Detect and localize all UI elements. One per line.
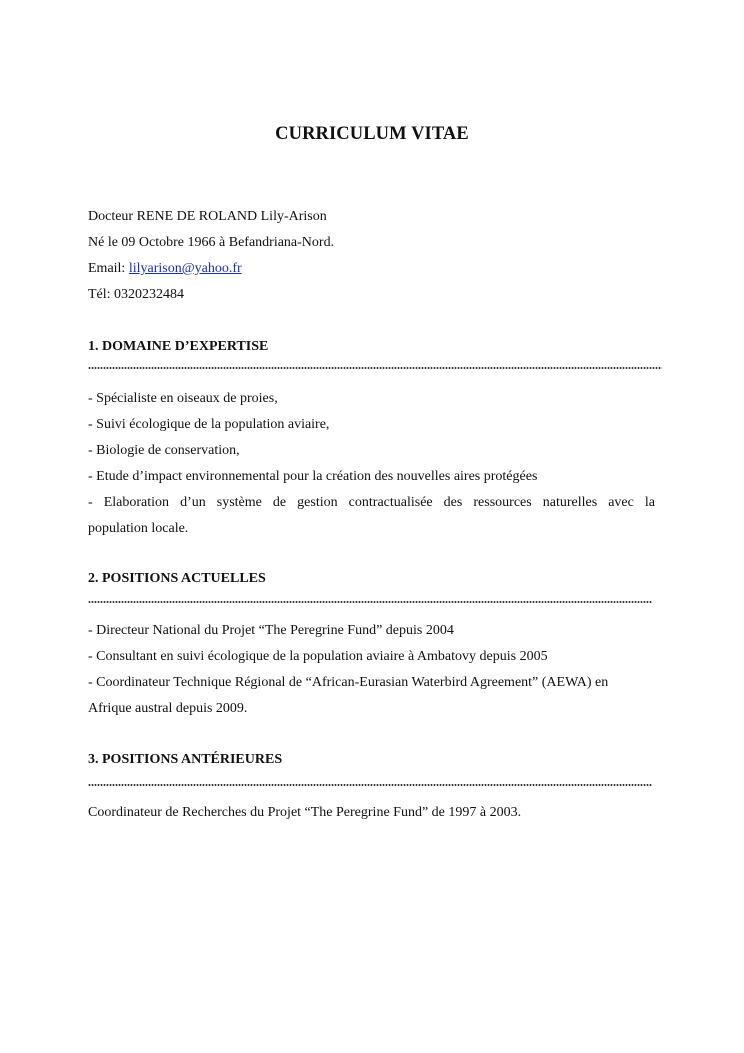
birth-info: Né le 09 Octobre 1966 à Befandriana-Nord. <box>88 235 335 250</box>
dotted-divider <box>88 366 662 370</box>
list-item: - Spécialiste en oiseaux de proies, <box>88 391 278 406</box>
document-title: CURRICULUM VITAE <box>275 124 469 144</box>
list-item: - Biologie de conservation, <box>88 443 240 458</box>
list-item: - Elaboration d’un système de gestion contractualisée des ressources naturelles avec la <box>88 495 655 510</box>
list-item: - Consultant en suivi écologique de la population aviaire à Ambatovy depuis 2005 <box>88 649 548 664</box>
section-heading-current-positions: 2. POSITIONS ACTUELLES <box>88 571 266 586</box>
list-item: - Directeur National du Projet “The Peregrine Fund” depuis 2004 <box>88 623 454 638</box>
list-item: - Suivi écologique de la population aviaire, <box>88 417 330 432</box>
identity-block <box>88 204 655 308</box>
email-label: Email: <box>88 261 129 276</box>
list-item-continuation: population locale. <box>88 521 189 536</box>
dotted-divider <box>88 783 652 787</box>
section-heading-previous-positions: 3. POSITIONS ANTÉRIEURES <box>88 752 283 767</box>
email-line <box>88 256 655 282</box>
current-positions-list <box>88 618 655 722</box>
person-name: Docteur RENE DE ROLAND Lily-Arison <box>88 209 327 224</box>
list-item: - Etude d’impact environnemental pour la création des nouvelles aires protégées <box>88 469 538 484</box>
phone-line: Tél: 0320232484 <box>88 287 185 302</box>
section-heading-expertise: 1. DOMAINE D’EXPERTISE <box>88 339 269 354</box>
list-item: - Coordinateur Technique Régional de “African-Eurasian Waterbird Agreement” (AEWA) en <box>88 675 609 690</box>
dotted-divider <box>88 600 652 604</box>
previous-positions-list <box>88 800 655 826</box>
list-item: Coordinateur de Recherches du Projet “The Peregrine Fund” de 1997 à 2003. <box>88 805 522 820</box>
list-item-continuation: Afrique austral depuis 2009. <box>88 701 248 716</box>
email-link[interactable]: lilyarison@yahoo.fr <box>128 261 242 276</box>
expertise-list <box>88 386 655 542</box>
